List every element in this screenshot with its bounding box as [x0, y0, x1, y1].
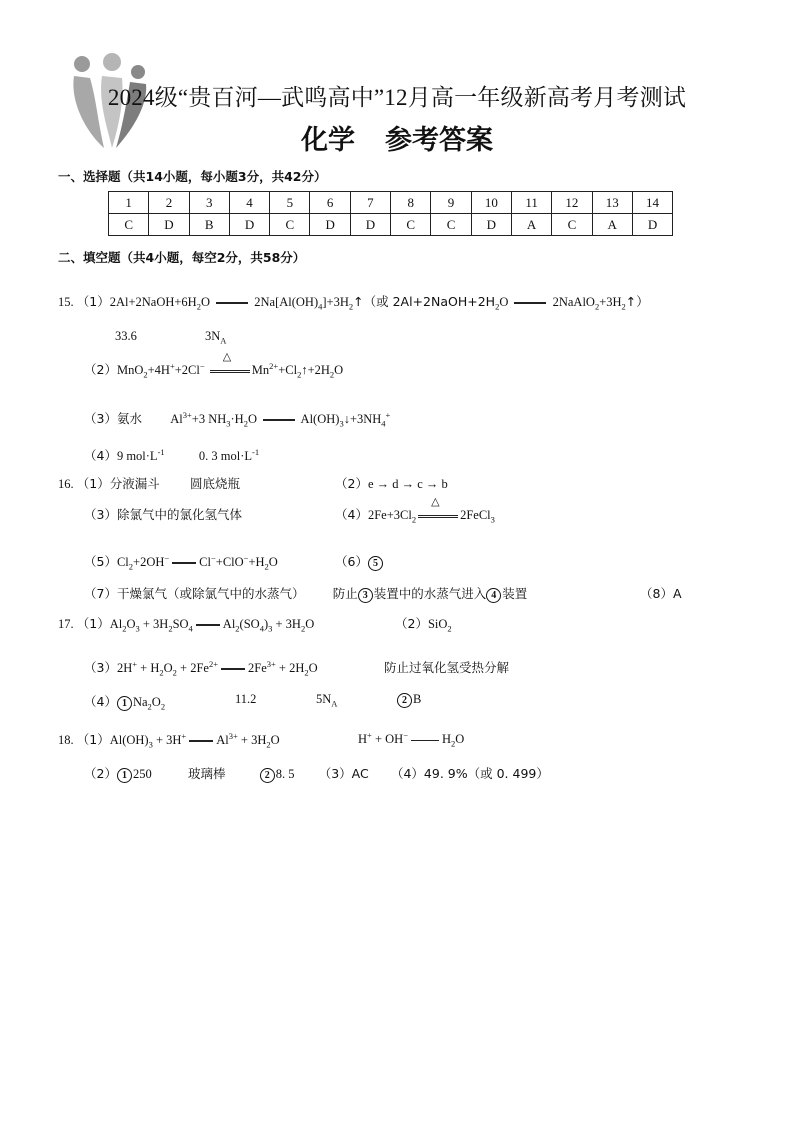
- q15-answer1: [115, 329, 137, 344]
- circled-number: 3: [358, 588, 373, 603]
- q17-number: 17.: [58, 617, 74, 631]
- q15-answer2: $3N_A$: [205, 329, 227, 346]
- table-row-answers: [109, 214, 673, 236]
- q16-line8: [640, 584, 682, 602]
- q16-part1: （1）: [76, 476, 110, 491]
- q15-line2: （2）MnO$_2$+4H++2Cl− △ $Mn^{2+}+Cl_2↑+2H_2O$: [84, 350, 344, 380]
- table-cell-number: 8: [391, 192, 431, 214]
- q15-eq3-h2o: ·H: [230, 412, 244, 426]
- q15-a2: 3N: [205, 329, 221, 343]
- q18-number: 18.: [58, 733, 74, 747]
- q15-eq1-tail: ]+3H: [322, 295, 349, 309]
- equals-sign: [514, 302, 546, 304]
- q17-choice: [397, 692, 421, 708]
- q17-part3: （3）: [84, 660, 117, 675]
- q17-eq3-tail: + 2H: [275, 661, 305, 675]
- q16-part2: （2）: [335, 476, 368, 491]
- q16-eq5-mid: +2OH: [133, 555, 165, 569]
- q17-b: B: [413, 692, 422, 706]
- q15-part3: （3）: [84, 411, 117, 426]
- equals-sign: [263, 419, 295, 421]
- q17-eq1-left: Al: [109, 617, 123, 631]
- q16-eq5-tail: +H: [248, 555, 265, 569]
- table-cell-answer: A: [592, 214, 632, 236]
- table-cell-number: 11: [511, 192, 551, 214]
- table-cell-number: 10: [471, 192, 511, 214]
- table-cell-number: 4: [229, 192, 269, 214]
- table-cell-number: 9: [431, 192, 471, 214]
- q18-eq2-mid: + OH: [371, 732, 404, 747]
- q18-part1: （1）: [76, 732, 110, 747]
- q15-eq3-mid: +3 NH: [191, 412, 227, 426]
- reaction-line: [411, 740, 439, 741]
- table-cell-answer: A: [511, 214, 551, 236]
- section-choice-heading: 一、选择题（共14小题，每小题3分，共42分）: [58, 169, 327, 184]
- q16-part7: （7）: [84, 586, 117, 601]
- q15-eq2-right-tail: +Cl: [278, 363, 298, 377]
- q15-eq2-end: ↑+2H: [301, 363, 330, 377]
- answer-table: [108, 191, 673, 236]
- q17-line3: $(3)2H^+ + H_2O_2 + 2Fe^{2+}$ $2Fe^{3+} + 2H_2O$: [84, 658, 318, 678]
- q18-eq2-left: H: [358, 732, 368, 747]
- q15-eq1-alt-close: ↑）: [625, 294, 649, 309]
- q16-number: 16.: [58, 477, 74, 491]
- q15-eq1-alt-open: ↑（或 2Al+2NaOH+2H: [353, 294, 496, 309]
- table-cell-number: 12: [552, 192, 592, 214]
- q15-part4: （4）: [84, 448, 117, 463]
- q16-a7a: 干燥氯气（或除氯气中的水蒸气）: [116, 586, 305, 601]
- table-cell-answer: D: [310, 214, 350, 236]
- q15-part1: （1）: [76, 294, 110, 309]
- equals-sign: [172, 562, 196, 564]
- equals-sign: [196, 624, 220, 626]
- q15-eq2-cl: +2Cl: [174, 363, 200, 377]
- q15-line1: 15. $(1)2Al+2NaOH+6H_2O$ $2Na[Al(OH)_4]+3H_2↑$（或 $2Al+2NaOH+2H_2O$ $2NaAlO_2+3H_2↑$）: [58, 294, 649, 312]
- heat-equals-sign: △: [210, 370, 250, 373]
- q15-line3: （3）氨水 $Al^{3+}+3$ $NH_3\cdot H_2O$ $Al(OH)_3↓+3NH_4^+$: [84, 409, 391, 429]
- q15-eq1-left: 2Al+2NaOH+6H: [109, 295, 197, 309]
- q16-eq4-left: 2Fe+3Cl: [367, 508, 412, 522]
- q17-eq1-tail: + 3H: [272, 617, 301, 631]
- circled-number: 1: [117, 696, 132, 711]
- table-cell-answer: C: [391, 214, 431, 236]
- q18-line2: [84, 764, 549, 783]
- q16-line3: [84, 505, 242, 523]
- q17-moles: $5N_A$: [316, 692, 338, 709]
- q18-eq1-tail: + 3H: [237, 733, 267, 747]
- table-cell-answer: D: [471, 214, 511, 236]
- q18-part3: （3）AC: [318, 766, 369, 781]
- q15-a1: 33.6: [115, 329, 137, 343]
- table-cell-answer: D: [632, 214, 672, 236]
- table-cell-number: 2: [149, 192, 189, 214]
- table-cell-number: 13: [592, 192, 632, 214]
- q18-eq1-mid: + 3H: [152, 733, 182, 747]
- q16-eq5-right2: +ClO: [215, 555, 244, 569]
- q17-eq1-r2: (SO: [239, 617, 260, 631]
- q15-part2: （2）: [84, 362, 117, 377]
- q17-line1: 17. $(1)Al_2O_3 + 3H_2SO_4$ $Al_2(SO_4)_3 + 3H_2O$: [58, 616, 315, 634]
- q18-line1: 18. $(1)Al(OH)_3 + 3H^+$ $Al^{3+} + 3H_2O$: [58, 730, 280, 750]
- q15-eq1-alt-right: 2NaAlO: [552, 295, 595, 309]
- q18-eq1-right: Al: [216, 733, 229, 747]
- q16-line6: [335, 552, 384, 571]
- section-fill-heading: 二、填空题（共4小题，每空2分，共58分）: [58, 250, 306, 265]
- circled-number: 4: [486, 588, 501, 603]
- q18-line1b: H+ + OH− $H_2O$: [358, 730, 465, 749]
- q17-a2: SiO: [427, 617, 448, 631]
- table-cell-answer: D: [149, 214, 189, 236]
- table-cell-answer: C: [270, 214, 310, 236]
- answer-label: 参考答案: [385, 125, 493, 156]
- q17-a3: 防止过氧化氢受热分解: [384, 660, 510, 675]
- q15-number: 15.: [58, 295, 74, 309]
- q16-a3: 除氯气中的氯化氢气体: [116, 507, 242, 522]
- q17-line2: （2）SiO$_2$: [395, 616, 452, 634]
- table-cell-answer: C: [431, 214, 471, 236]
- q18-part2: （2）: [84, 766, 117, 781]
- q15-c2: 0. 3 mol·L: [198, 449, 253, 463]
- table-cell-answer: D: [229, 214, 269, 236]
- q17-v: 11.2: [235, 692, 257, 706]
- table-row-numbers: [109, 192, 673, 214]
- table-cell-answer: D: [350, 214, 390, 236]
- q17-eq3-mid: + H: [137, 661, 160, 675]
- q15-eq3-left: Al: [170, 412, 183, 426]
- heat-equals-sign: △: [418, 515, 458, 518]
- q17-eq1-plus: + 3H: [139, 617, 169, 631]
- q16-line7: [84, 584, 527, 603]
- q15-eq1-alt-tail: +3H: [599, 295, 622, 309]
- q16-part6: （6）: [335, 554, 368, 569]
- q18-eq2-right: H: [441, 732, 452, 747]
- q15-eq3-right: Al(OH): [300, 412, 340, 426]
- circled-number: 5: [368, 556, 383, 571]
- q16-part3: （3）: [84, 507, 117, 522]
- q16-line5: $(5)Cl_2+2OH^-$ $Cl^-+ClO^-+H_2O$: [84, 552, 278, 572]
- equals-sign: [189, 740, 213, 742]
- table-cell-number: 5: [270, 192, 310, 214]
- circled-number: 1: [117, 768, 132, 783]
- q17-part4: （4）: [84, 694, 117, 709]
- q17-line3b: [384, 658, 509, 676]
- q16-part8: （8）A: [640, 586, 682, 601]
- q16-line2: [335, 474, 448, 492]
- q16-line4: $(4)2Fe+3Cl_2$ △ 2FeCl$_3$: [335, 495, 495, 525]
- q17-na2o2: Na: [132, 695, 148, 709]
- equals-sign: [221, 668, 245, 670]
- q16-a1: 分液漏斗: [109, 476, 160, 491]
- table-cell-answer: B: [189, 214, 229, 236]
- q16-a7b-1: 防止: [332, 586, 358, 601]
- q17-eq3-left: 2H: [116, 661, 133, 675]
- q15-eq3-tail: ↓+3NH: [343, 412, 382, 426]
- q18-v250: 250: [132, 767, 152, 781]
- q17-eq1-right: Al: [222, 617, 236, 631]
- q15-eq2-left: MnO: [116, 363, 144, 377]
- circled-number: 2: [397, 693, 412, 708]
- q17-n: 5N: [316, 692, 332, 706]
- q16-part4: （4）: [335, 507, 368, 522]
- q16-eq5-left: Cl: [116, 555, 129, 569]
- q15-line4: （4）9 $mol\cdot L^{-1}$ 0. 3 $mol\cdot L^{-1}$: [84, 446, 260, 463]
- q17-line4: （4） 1 $Na_2O_2$: [84, 694, 166, 712]
- q16-line1: [58, 474, 240, 492]
- equals-sign: [216, 302, 248, 304]
- q18-v85: 8. 5: [275, 767, 295, 781]
- q16-a7b-3: 装置: [502, 586, 528, 601]
- q18-part4: （4）49. 9%（或 0. 499）: [390, 766, 549, 781]
- q15-reagent: 氨水: [116, 411, 142, 426]
- q16-a2: 圆底烧瓶: [189, 476, 240, 491]
- q15-eq2-right: Mn: [251, 363, 270, 377]
- q18-rod: 玻璃棒: [187, 766, 226, 781]
- q17-eq3-fe: + 2Fe: [176, 661, 209, 675]
- q16-eq4-right: 2FeCl: [460, 508, 491, 522]
- q16-order: e → d → c → b: [367, 477, 448, 491]
- q18-eq1-left: Al(OH): [109, 733, 149, 747]
- q17-volume: [235, 692, 256, 707]
- q16-eq5-right: Cl: [199, 555, 211, 569]
- q15-eq2-mid: +4H: [147, 363, 170, 377]
- table-cell-answer: C: [552, 214, 592, 236]
- table-cell-number: 7: [350, 192, 390, 214]
- q17-eq1-r3: ): [263, 617, 269, 631]
- q17-eq1-so4: SO: [172, 617, 189, 631]
- subject-label: 化学: [301, 125, 355, 156]
- q17-part2: （2）: [395, 616, 428, 631]
- q16-a7b-2: 装置中的水蒸气进入: [373, 586, 487, 601]
- q15-c1: 9 mol·L: [116, 449, 158, 463]
- q17-eq1-mid: O: [126, 617, 136, 631]
- table-cell-number: 14: [632, 192, 672, 214]
- page-title: 2024级“贵百河—武鸣高中”12月高一年级新高考月考测试: [107, 85, 687, 110]
- q17-part1: （1）: [76, 616, 110, 631]
- table-cell-number: 3: [189, 192, 229, 214]
- table-cell-number: 1: [109, 192, 149, 214]
- q16-part5: （5）: [84, 554, 117, 569]
- q15-eq1-right: 2Na[Al(OH): [254, 295, 319, 309]
- table-cell-number: 6: [310, 192, 350, 214]
- q17-eq3-right: 2Fe: [248, 661, 267, 675]
- table-cell-answer: C: [109, 214, 149, 236]
- circled-number: 2: [260, 768, 275, 783]
- page-subtitle: [0, 118, 794, 157]
